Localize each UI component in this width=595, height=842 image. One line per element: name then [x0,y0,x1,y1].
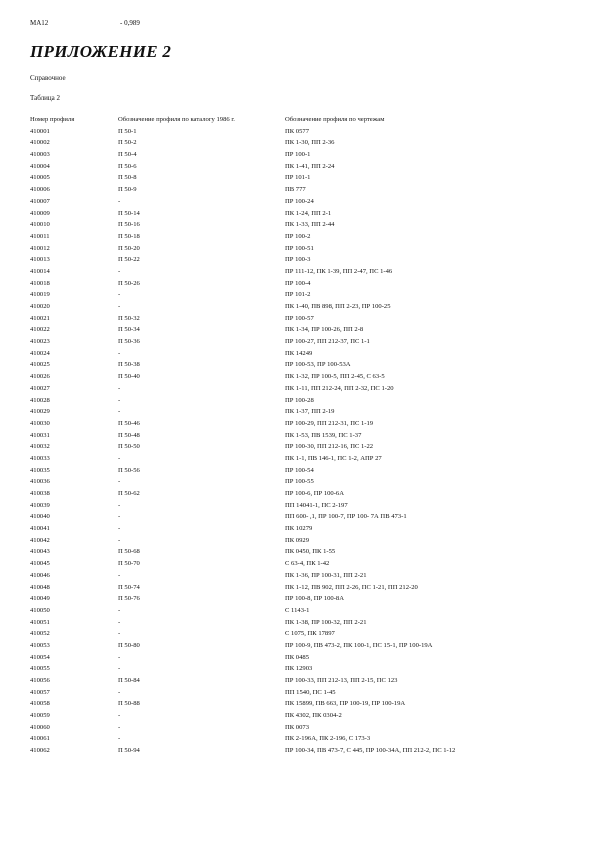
catalog-designation-cell: П 50-48 [118,431,140,439]
catalog-designation-cell: П 50-62 [118,490,140,497]
profile-number-cell: 410042 [30,536,50,544]
table-row [30,698,570,710]
catalog-designation-cell: П 50-36 [118,338,140,346]
profile-number-cell: 410025 [30,361,50,369]
drawing-designation-cell: ПВ 777 [285,186,306,194]
drawing-designation-cell: ПР 100-54 [285,466,314,474]
drawing-designation-cell: ПР 100-1 [285,151,311,159]
drawing-designation-cell: ПР 100-24 [285,197,314,205]
drawing-designation-cell: ПР 100-8, ПР 100-8А [285,595,344,603]
drawing-designation-cell: ПП 1540, ПС 1-45 [285,688,336,696]
drawing-designation-cell: ПК 12903 [285,665,313,673]
drawing-designation-cell: ПК 0073 [285,723,309,731]
table-row [30,523,570,535]
profile-number-cell: 410010 [30,221,50,229]
catalog-designation-cell: П 50-38 [118,361,140,369]
table-row [30,745,570,757]
drawing-designation-cell: ПР 100-2 [285,232,311,240]
profile-number-cell: 410032 [30,443,50,451]
table-row [30,441,570,453]
drawing-designation-cell: ПР 100-53, ПР 100-53А [285,361,351,369]
table-row [30,231,570,243]
drawing-designation-cell: ПК 4302, ПК 0304-2 [285,712,342,720]
catalog-designation-cell: - [118,688,121,696]
drawing-designation-cell: ПР 100-30, ПП 212-16, ПС 1-22 [285,443,374,451]
catalog-designation-cell: - [118,536,121,544]
profile-number-cell: 410007 [30,197,50,205]
drawing-designation-cell: ПР 100-33, ПП 212-13, ПП 2-15, ПС 123 [285,677,398,684]
profile-number-cell: 410059 [30,712,50,720]
table-row [30,628,570,640]
table-row [30,219,570,231]
table-row [30,254,570,266]
table-row [30,149,570,161]
catalog-designation-cell: П 50-1 [118,127,137,135]
profile-number-cell: 410013 [30,256,50,264]
catalog-designation-cell: - [118,303,121,310]
catalog-designation-cell: - [118,665,121,673]
table-row [30,266,570,278]
catalog-designation-cell: П 50-94 [118,747,140,755]
drawing-designation-cell: ПК 1-34, ПР 100-26, ПП 2-8 [285,326,364,334]
catalog-designation-cell: П 50-88 [118,700,140,708]
profile-number-cell: 410033 [30,454,50,462]
drawing-designation-cell: ПК 0929 [285,536,309,544]
profile-number-cell: 410054 [30,653,50,661]
catalog-designation-cell: П 50-22 [118,256,140,264]
profile-number-cell: 410056 [30,677,50,684]
catalog-designation-cell: П 50-34 [118,326,140,334]
table-row [30,313,570,325]
catalog-designation-cell: - [118,525,121,533]
catalog-designation-cell: П 50-68 [118,548,140,556]
drawing-designation-cell: ПР 100-6, ПР 100-6А [285,490,344,497]
drawing-designation-cell: ПК 1-12, ПВ 902, ПП 2-26, ПС 1-21, ПП 212-20 [285,583,418,591]
drawing-designation-cell: ПК 0577 [285,127,309,135]
drawing-designation-cell: ПК 1-1, ПВ 146-1, ПС 1-2, АПР 27 [285,454,382,462]
drawing-designation-cell: ПР 101-1 [285,174,311,182]
drawing-designation-cell: ПК 1-30, ПП 2-36 [285,139,335,147]
drawing-designation-cell: ПК 1-36, ПР 100-31, ПП 2-21 [285,571,367,579]
profile-number-cell: 410026 [30,373,50,381]
catalog-designation-cell: П 50-80 [118,641,140,649]
catalog-designation-cell: - [118,723,121,731]
table-row [30,243,570,255]
table-row [30,675,570,687]
profile-number-cell: 410062 [30,747,50,755]
profile-number-cell: 410012 [30,244,50,252]
profile-number-cell: 410005 [30,174,50,182]
profile-number-cell: 410058 [30,700,50,708]
catalog-designation-cell: П 50-26 [118,279,140,287]
table-row [30,324,570,336]
appendix-type: Справочное [30,74,66,82]
profile-number-cell: 410031 [30,431,50,439]
profile-number-cell: 410004 [30,162,50,170]
drawing-designation-cell: ПР 100-51 [285,244,314,252]
profiles-table [30,114,570,757]
table-row [30,605,570,617]
table-row [30,406,570,418]
profile-number-cell: 410049 [30,595,50,603]
table-row [30,652,570,664]
table-row [30,278,570,290]
table-row [30,418,570,430]
catalog-designation-cell: П 50-70 [118,560,140,568]
table-row [30,687,570,699]
drawing-designation-cell: ПК 1-41, ПП 2-24 [285,162,335,170]
table-row [30,582,570,594]
drawing-designation-cell: ПК 1-37, ПП 2-19 [285,408,335,416]
catalog-designation-cell: П 50-16 [118,221,140,229]
table-row [30,301,570,313]
drawing-designation-cell: ПР 100-3 [285,256,311,264]
catalog-designation-cell: П 50-56 [118,466,140,474]
profile-number-cell: 410041 [30,525,50,533]
drawing-designation-cell: ПР 100-4 [285,279,311,287]
table-row [30,453,570,465]
drawing-designation-cell: ПП 14041-1, ПС 2-197 [285,501,348,509]
catalog-designation-cell: - [118,712,121,720]
profile-number-cell: 410061 [30,735,50,743]
catalog-designation-cell: - [118,454,121,462]
profile-number-cell: 410014 [30,267,50,275]
table-header-row [30,114,570,126]
table-row [30,430,570,442]
drawing-designation-cell: С 1143-1 [285,606,310,614]
profile-number-cell: 410001 [30,127,50,135]
catalog-designation-cell: П 50-50 [118,443,140,451]
table-row [30,710,570,722]
page-title: ПРИЛОЖЕНИЕ 2 [30,42,172,61]
drawing-designation-cell: ПР 100-34, ПВ 473-7, С 445, ПР 100-34А, ПП 212-2, ПС 1-12 [285,747,456,755]
column-header: Обозначение профиля по каталогу 1986 г. [118,116,235,123]
drawing-designation-cell: ПК 0485 [285,653,309,661]
catalog-designation-cell: - [118,396,121,404]
profile-number-cell: 410040 [30,513,50,521]
catalog-designation-cell: - [118,501,121,509]
drawing-designation-cell: С 1075, ПК 17897 [285,630,335,638]
catalog-designation-cell: П 50-6 [118,162,137,170]
profile-number-cell: 410046 [30,571,50,579]
table-row [30,172,570,184]
table-row [30,359,570,371]
table-row [30,348,570,360]
drawing-designation-cell: ПК 1-33, ПП 2-44 [285,221,335,229]
table-row [30,465,570,477]
drawing-designation-cell: ПР 100-55 [285,478,314,486]
table-row [30,371,570,383]
table-row [30,617,570,629]
catalog-designation-cell: - [118,267,121,275]
catalog-designation-cell: - [118,349,121,357]
profile-number-cell: 410052 [30,630,50,638]
profile-number-cell: 410028 [30,396,50,404]
table-row [30,336,570,348]
catalog-designation-cell: П 50-76 [118,595,140,603]
catalog-designation-cell: П 50-8 [118,174,137,182]
profile-number-cell: 410024 [30,349,50,357]
profile-number-cell: 410038 [30,490,50,497]
drawing-designation-cell: С 63-4, ПК 1-42 [285,560,330,568]
profile-number-cell: 410055 [30,665,50,673]
catalog-designation-cell: П 50-32 [118,314,140,322]
profile-number-cell: 410050 [30,606,50,614]
profile-number-cell: 410020 [30,303,50,310]
catalog-designation-cell: - [118,735,121,743]
catalog-designation-cell: П 50-2 [118,139,137,147]
catalog-designation-cell: П 50-46 [118,419,140,427]
profile-number-cell: 410060 [30,723,50,731]
drawing-designation-cell: ПК 1-32, ПР 100-5, ПП 2-45, С 63-5 [285,373,385,381]
table-row [30,126,570,138]
profile-number-cell: 410018 [30,279,50,287]
drawing-designation-cell: ПК 1-11, ПП 212-24, ПП 2-32, ПС 1-20 [285,384,394,392]
profile-number-cell: 410039 [30,501,50,509]
table-row [30,161,570,173]
table-row [30,500,570,512]
profile-number-cell: 410006 [30,186,50,194]
table-caption: Таблица 2 [30,94,60,102]
drawing-designation-cell: ПР 100-29, ПП 212-31, ПС 1-19 [285,419,374,427]
drawing-designation-cell: ПК 15899, ПВ 663, ПР 100-19, ПР 100-19А [285,700,406,708]
table-row [30,488,570,500]
profile-number-cell: 410051 [30,618,50,626]
catalog-designation-cell: П 50-18 [118,232,140,240]
catalog-designation-cell: - [118,384,121,392]
drawing-designation-cell: ПК 1-38, ПР 100-32, ПП 2-21 [285,618,367,626]
drawing-designation-cell: ПР 100-57 [285,314,314,322]
doc-number: - 0,989 [120,19,140,27]
drawing-designation-cell: ПР 111-12, ПК 1-39, ПП 2-47, ПС 1-46 [285,267,393,275]
profile-number-cell: 410053 [30,641,50,649]
doc-code: МА12 [30,19,49,27]
drawing-designation-cell: ПР 100-28 [285,396,314,404]
table-row [30,137,570,149]
catalog-designation-cell: - [118,618,121,626]
catalog-designation-cell: - [118,513,121,521]
catalog-designation-cell: П 50-84 [118,677,140,684]
catalog-designation-cell: П 50-40 [118,373,140,381]
profile-number-cell: 410009 [30,209,50,217]
catalog-designation-cell: П 50-20 [118,244,140,252]
drawing-designation-cell: ПП 600- ,1, ПР 100-7, ПР 100- 7А ПВ 473-1 [285,513,407,521]
catalog-designation-cell: - [118,630,121,638]
profile-number-cell: 410027 [30,384,50,392]
table-row [30,546,570,558]
drawing-designation-cell: ПК 14249 [285,349,313,357]
drawing-designation-cell: ПК 10279 [285,525,313,533]
table-row [30,196,570,208]
profile-number-cell: 410019 [30,291,50,299]
profile-number-cell: 410036 [30,478,50,486]
catalog-designation-cell: - [118,571,121,579]
table-row [30,722,570,734]
drawing-designation-cell: ПР 100-27, ПП 212-37, ПС 1-1 [285,338,370,346]
table-row [30,535,570,547]
catalog-designation-cell: - [118,408,121,416]
profile-number-cell: 410011 [30,232,50,240]
catalog-designation-cell: - [118,653,121,661]
table-row [30,476,570,488]
catalog-designation-cell: П 50-74 [118,583,140,591]
catalog-designation-cell: - [118,197,121,205]
table-row [30,733,570,745]
table-row [30,570,570,582]
table-row [30,184,570,196]
catalog-designation-cell: П 50-4 [118,151,137,159]
table-row [30,663,570,675]
catalog-designation-cell: П 50-9 [118,186,137,194]
table-row [30,640,570,652]
table-row [30,208,570,220]
profile-number-cell: 410023 [30,338,50,346]
profile-number-cell: 410045 [30,560,50,568]
drawing-designation-cell: ПК 1-40, ПВ 898, ПП 2-23, ПР 100-25 [285,303,391,310]
table-row [30,289,570,301]
catalog-designation-cell: - [118,478,121,486]
drawing-designation-cell: ПР 101-2 [285,291,311,299]
catalog-designation-cell: П 50-14 [118,209,140,217]
drawing-designation-cell: ПР 100-9, ПВ 473-2, ПК 100-1, ПС 15-1, ПР 100-19А [285,641,433,649]
profile-number-cell: 410030 [30,419,50,427]
table-row [30,511,570,523]
catalog-designation-cell: - [118,291,121,299]
profile-number-cell: 410057 [30,688,50,696]
table-row [30,558,570,570]
table-row [30,383,570,395]
catalog-designation-cell: - [118,606,121,614]
table-row [30,395,570,407]
drawing-designation-cell: ПК 2-196А, ПК 2-196, С 173-3 [285,735,371,743]
profile-number-cell: 410048 [30,583,50,591]
column-header: Обозначение профиля по чертежам [285,116,385,123]
profile-number-cell: 410003 [30,151,50,159]
table-row [30,593,570,605]
profile-number-cell: 410035 [30,466,50,474]
profile-number-cell: 410021 [30,314,50,322]
drawing-designation-cell: ПК 1-24, ПП 2-1 [285,209,332,217]
drawing-designation-cell: ПК 0450, ПК 1-55 [285,548,336,556]
profile-number-cell: 410022 [30,326,50,334]
profile-number-cell: 410029 [30,408,50,416]
column-header: Номер профиля [30,116,75,123]
profile-number-cell: 410043 [30,548,50,556]
drawing-designation-cell: ПК 1-53, ПВ 1539, ПС 1-37 [285,431,362,439]
profile-number-cell: 410002 [30,139,50,147]
